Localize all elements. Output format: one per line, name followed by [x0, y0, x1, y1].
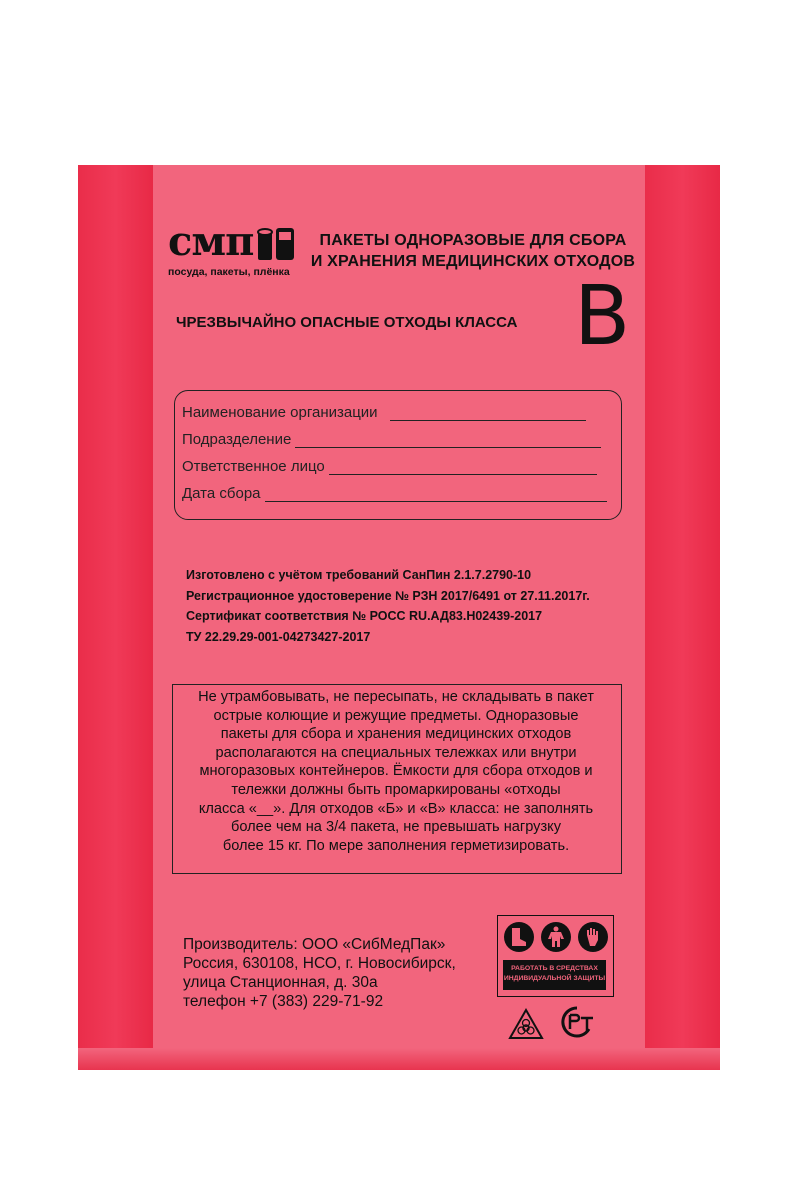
title-line-2: И ХРАНЕНИЯ МЕДИЦИНСКИХ ОТХОДОВ: [310, 253, 636, 270]
form-field-responsible[interactable]: [329, 460, 597, 475]
ppe-label: [503, 960, 606, 990]
biohazard-icon: [508, 1008, 544, 1040]
registration-line: Изготовлено с учётом требований СанПин 2.1.7.2790-10: [186, 568, 532, 582]
gloves-icon: [578, 922, 608, 952]
cups-icon: [256, 224, 298, 262]
title-line-1: ПАКЕТЫ ОДНОРАЗОВЫЕ ДЛЯ СБОРА: [319, 232, 627, 249]
protective-suit-icon: [541, 922, 571, 952]
manufacturer-line: телефон +7 (383) 229-71-92: [183, 993, 384, 1010]
ppe-label-line: РАБОТАТЬ В СРЕДСТВАХ: [511, 965, 598, 972]
warning-text: [178, 688, 614, 855]
hazard-label: ЧРЕЗВЫЧАЙНО ОПАСНЫЕ ОТХОДЫ КЛАССА: [176, 314, 518, 331]
form-label-date: Дата сбора: [182, 485, 261, 502]
form-field-dept[interactable]: [295, 433, 601, 448]
form-label-org: Наименование организации: [182, 404, 378, 421]
warning-line: более чем на 3/4 пакета, не превышать нагрузку: [230, 819, 562, 836]
bag-right-gusset: [645, 165, 720, 1070]
form-row-date: [182, 485, 607, 502]
warning-line: располагаются на специальных тележках или внутри: [215, 744, 577, 761]
ppe-label-line: ИНДИВИДУАЛЬНОЙ ЗАЩИТЫ: [503, 975, 606, 982]
boot-icon: [504, 922, 534, 952]
registration-line: Сертификат соответствия № РОСС RU.АД83.Н02439-2017: [186, 609, 543, 623]
form-row-dept: [182, 431, 601, 448]
form-label-dept: Подразделение: [182, 431, 292, 448]
warning-line: пакеты для сбора и хранения медицинских отходов: [220, 726, 572, 743]
form-label-responsible: Ответственное лицо: [182, 458, 325, 475]
form-field-org[interactable]: [390, 406, 586, 421]
ppe-pictogram: [497, 915, 614, 997]
logo-mark: смп: [168, 218, 254, 265]
manufacturer-info: [183, 935, 456, 1011]
form-field-date[interactable]: [265, 487, 607, 502]
warning-line: острые колющие и режущие предметы. Одноразовые: [213, 707, 579, 724]
form-row-org: [182, 404, 586, 421]
bag-bottom-seam: [78, 1048, 720, 1070]
registration-info: [186, 565, 590, 647]
bag-left-gusset: [78, 165, 153, 1070]
product-title: [308, 230, 638, 272]
manufacturer-line: улица Станционная, д. 30а: [183, 974, 378, 991]
warning-line: класса «__». Для отходов «Б» и «В» класса: не заполнять: [198, 800, 594, 817]
hazard-class-letter: В: [574, 269, 631, 364]
brand-logo: [168, 220, 300, 284]
manufacturer-line: Производитель: ООО «СибМедПак»: [183, 936, 446, 953]
warning-line: тележки должны быть промаркированы «отходы: [231, 781, 561, 798]
pct-certification-icon: [557, 1005, 597, 1039]
warning-line: более 15 кг. По мере заполнения герметизировать.: [222, 837, 570, 854]
registration-line: ТУ 22.29.29-001-04273427-2017: [186, 629, 371, 644]
warning-line: многоразовых контейнеров. Ёмкости для сбора отходов и: [199, 763, 593, 780]
logo-tagline: посуда, пакеты, плёнка: [168, 266, 290, 278]
manufacturer-line: Россия, 630108, НСО, г. Новосибирск,: [183, 955, 456, 972]
registration-line: Регистрационное удостоверение № РЗН 2017/6491 от 27.11.2017г.: [186, 588, 590, 603]
form-row-responsible: [182, 458, 597, 475]
warning-line: Не утрамбовывать, не пересыпать, не складывать в пакет: [198, 689, 594, 705]
